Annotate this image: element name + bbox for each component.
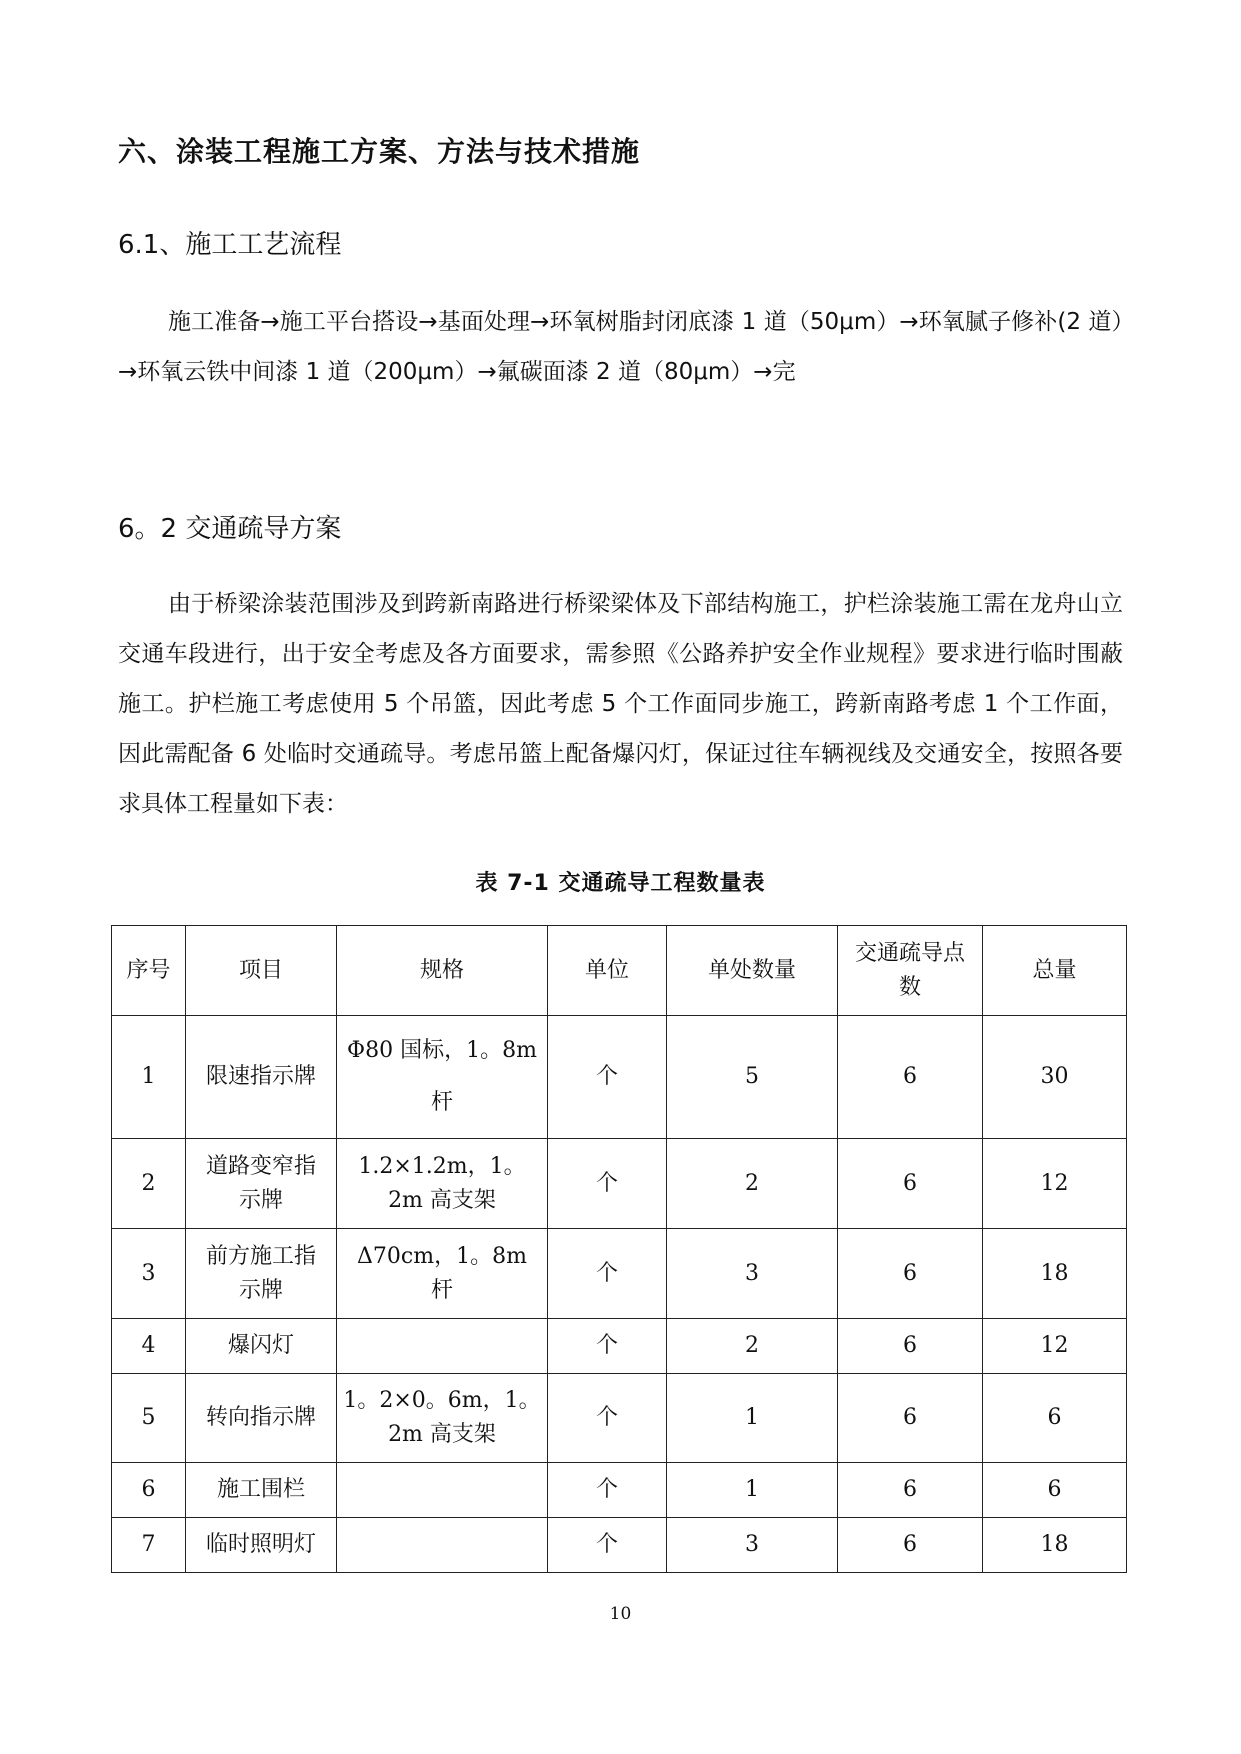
table-row [112, 1463, 1127, 1518]
table-caption: 表 7-1 交通疏导工程数量表 [475, 871, 766, 896]
traffic-plan-paragraph: 由于桥梁涂装范围涉及到跨新南路进行桥梁梁体及下部结构施工，护栏涂装施工需在龙舟山立交通车段进行，出于安全考虑及各方面要求，需参照《公路养护安全作业规程》要求进行临时围蔽施工。护栏施工考虑使用 5 个吊篮，因此考虑 5 个工作面同步施工，跨新南路考虑 1 个工作面，因此需配备 6 处临时交通疏导。考虑吊篮上配备爆闪灯，保证过往车辆视线及交通安全，按照各要求具体工程量如下表： [118, 591, 1123, 817]
table-row [112, 1518, 1127, 1573]
table-cell: 6 [838, 1518, 983, 1573]
table-cell: 18 [983, 1518, 1127, 1573]
table-cell: 前方施工指示牌 [186, 1229, 337, 1319]
page-number: 10 [609, 1604, 632, 1624]
table-cell: 个 [548, 1518, 667, 1573]
table-cell: 6 [838, 1374, 983, 1463]
table-cell: Φ80 国标，1。8m 杆 [337, 1016, 548, 1139]
table-cell: 施工围栏 [186, 1463, 337, 1518]
table-cell: 爆闪灯 [186, 1319, 337, 1374]
table-cell: 1 [667, 1374, 838, 1463]
table-cell: 2 [112, 1139, 186, 1229]
header-cell: 单位 [548, 926, 667, 1016]
subsection-title-process: 6.1、施工工艺流程 [118, 230, 342, 260]
header-cell: 总量 [983, 926, 1127, 1016]
table-cell: 6 [983, 1374, 1127, 1463]
table-cell: 1 [667, 1463, 838, 1518]
table-cell: 6 [838, 1229, 983, 1319]
table-cell: 6 [838, 1139, 983, 1229]
table-header-row [112, 926, 1127, 1016]
header-cell: 交通疏导点数 [838, 926, 983, 1016]
table-cell: 18 [983, 1229, 1127, 1319]
table-cell: 个 [548, 1463, 667, 1518]
table-cell: 临时照明灯 [186, 1518, 337, 1573]
table-row [112, 1139, 1127, 1229]
table-cell: 1 [112, 1016, 186, 1139]
table-cell: 6 [983, 1463, 1127, 1518]
table-cell: 2 [667, 1319, 838, 1374]
table-cell: 30 [983, 1016, 1127, 1139]
table-cell: 3 [667, 1229, 838, 1319]
table-cell: 12 [983, 1139, 1127, 1229]
table-row [112, 1374, 1127, 1463]
table-cell: 2 [667, 1139, 838, 1229]
table-cell: 1.2×1.2m，1。2m 高支架 [337, 1139, 548, 1229]
header-cell: 单处数量 [667, 926, 838, 1016]
table-cell: 个 [548, 1139, 667, 1229]
header-cell: 序号 [112, 926, 186, 1016]
header-cell: 规格 [337, 926, 548, 1016]
table-cell: 1。2×0。6m，1。2m 高支架 [337, 1374, 548, 1463]
table-cell: 6 [838, 1319, 983, 1374]
table-row [112, 1016, 1127, 1139]
table-cell: 12 [983, 1319, 1127, 1374]
table-cell: 6 [838, 1463, 983, 1518]
table-cell: 转向指示牌 [186, 1374, 337, 1463]
traffic-quantity-table [111, 925, 1127, 1573]
table-cell: 限速指示牌 [186, 1016, 337, 1139]
table-cell [337, 1518, 548, 1573]
table-cell: 3 [667, 1518, 838, 1573]
header-cell: 项目 [186, 926, 337, 1016]
table-cell: 5 [667, 1016, 838, 1139]
table-cell: 5 [112, 1374, 186, 1463]
table-cell: 个 [548, 1374, 667, 1463]
process-flow-paragraph: 施工准备→施工平台搭设→基面处理→环氧树脂封闭底漆 1 道（50μm）→环氧腻子修补(2 道）→环氧云铁中间漆 1 道（200μm）→氟碳面漆 2 道（80μm）→完 [118, 309, 1123, 385]
table-cell: 道路变窄指示牌 [186, 1139, 337, 1229]
table-cell: 个 [548, 1016, 667, 1139]
table-row [112, 1229, 1127, 1319]
table-cell [337, 1319, 548, 1374]
table-cell: 7 [112, 1518, 186, 1573]
table-cell: 个 [548, 1319, 667, 1374]
table-cell: 3 [112, 1229, 186, 1319]
table-cell: Δ70cm，1。8m 杆 [337, 1229, 548, 1319]
table-cell: 4 [112, 1319, 186, 1374]
table-row [112, 1319, 1127, 1374]
section-heading: 六、涂装工程施工方案、方法与技术措施 [118, 135, 641, 168]
table-cell: 个 [548, 1229, 667, 1319]
table-cell [337, 1463, 548, 1518]
subsection-title-traffic: 6。2 交通疏导方案 [118, 514, 342, 544]
table-cell: 6 [112, 1463, 186, 1518]
table-cell: 6 [838, 1016, 983, 1139]
